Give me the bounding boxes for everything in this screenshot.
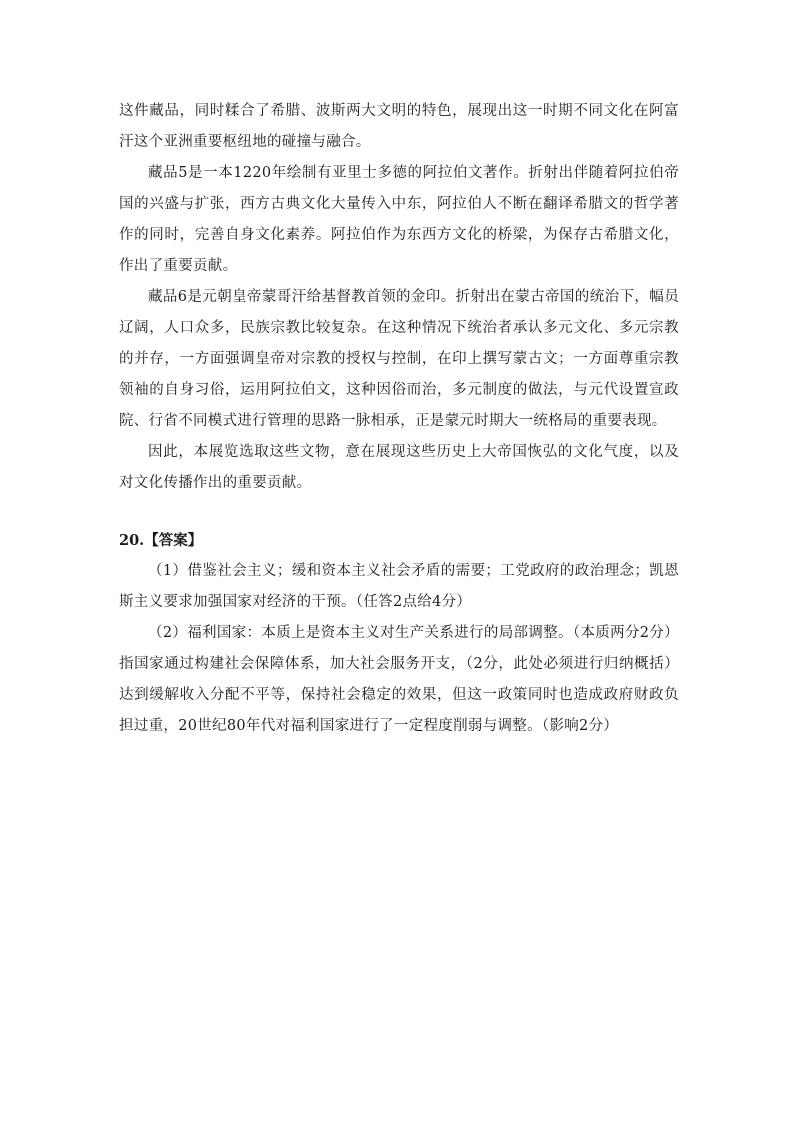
paragraph-continuation: 这件藏品，同时糅合了希腊、波斯两大文明的特色，展现出这一时期不同文化在阿富汗这个亚洲重要枢纽地的碰撞与融合。 <box>119 103 679 150</box>
document-content <box>119 96 679 742</box>
paragraph-item-5: 藏品5是一本1220年绘制有亚里士多德的阿拉伯文著作。折射出伴随着阿拉伯帝国的兴盛与扩张，西方古典文化大量传入中东，阿拉伯人不断在翻译希腊文的哲学著作的同时，完善自身文化素养。阿拉伯作为东西方文化的桥梁，为保存古希腊文化，作出了重要贡献。 <box>119 165 679 274</box>
answer-heading: 20.【答案】 <box>119 532 203 549</box>
paragraph-item-6: 藏品6是元朝皇帝蒙哥汗给基督教首领的金印。折射出在蒙古帝国的统治下，幅员辽阔，人口众多，民族宗教比较复杂。在这种情况下统治者承认多元文化、多元宗教的并存，一方面强调皇帝对宗教的授权与控制，在印上撰写蒙古文；一方面尊重宗教领袖的自身习俗，运用阿拉伯文，这种因俗而治，多元制度的做法，与元代设置宣政院、行省不同模式进行管理的思路一脉相承，正是蒙元时期大一统格局的重要表现。 <box>119 289 679 429</box>
answer-item-1: （1）借鉴社会主义；缓和资本主义社会矛盾的需要；工党政府的政治理念；凯恩斯主义要求加强国家对经济的干预。（任答2点给4分） <box>119 563 679 610</box>
paragraph-conclusion: 因此，本展览选取这些文物，意在展现这些历史上大帝国恢弘的文化气度，以及对文化传播作出的重要贡献。 <box>119 444 679 491</box>
section-gap <box>119 499 679 525</box>
answer-item-2: （2）福利国家：本质上是资本主义对生产关系进行的局部调整。（本质两分2分）指国家通过构建社会保障体系，加大社会服务开支，（2分，此处必须进行归纳概括）达到缓解收入分配不平等，保持社会稳定的效果，但这一政策同时也造成政府财政负担过重，20世纪80年代对福利国家进行了一定程度削弱与调整。（影响2分） <box>119 625 679 734</box>
